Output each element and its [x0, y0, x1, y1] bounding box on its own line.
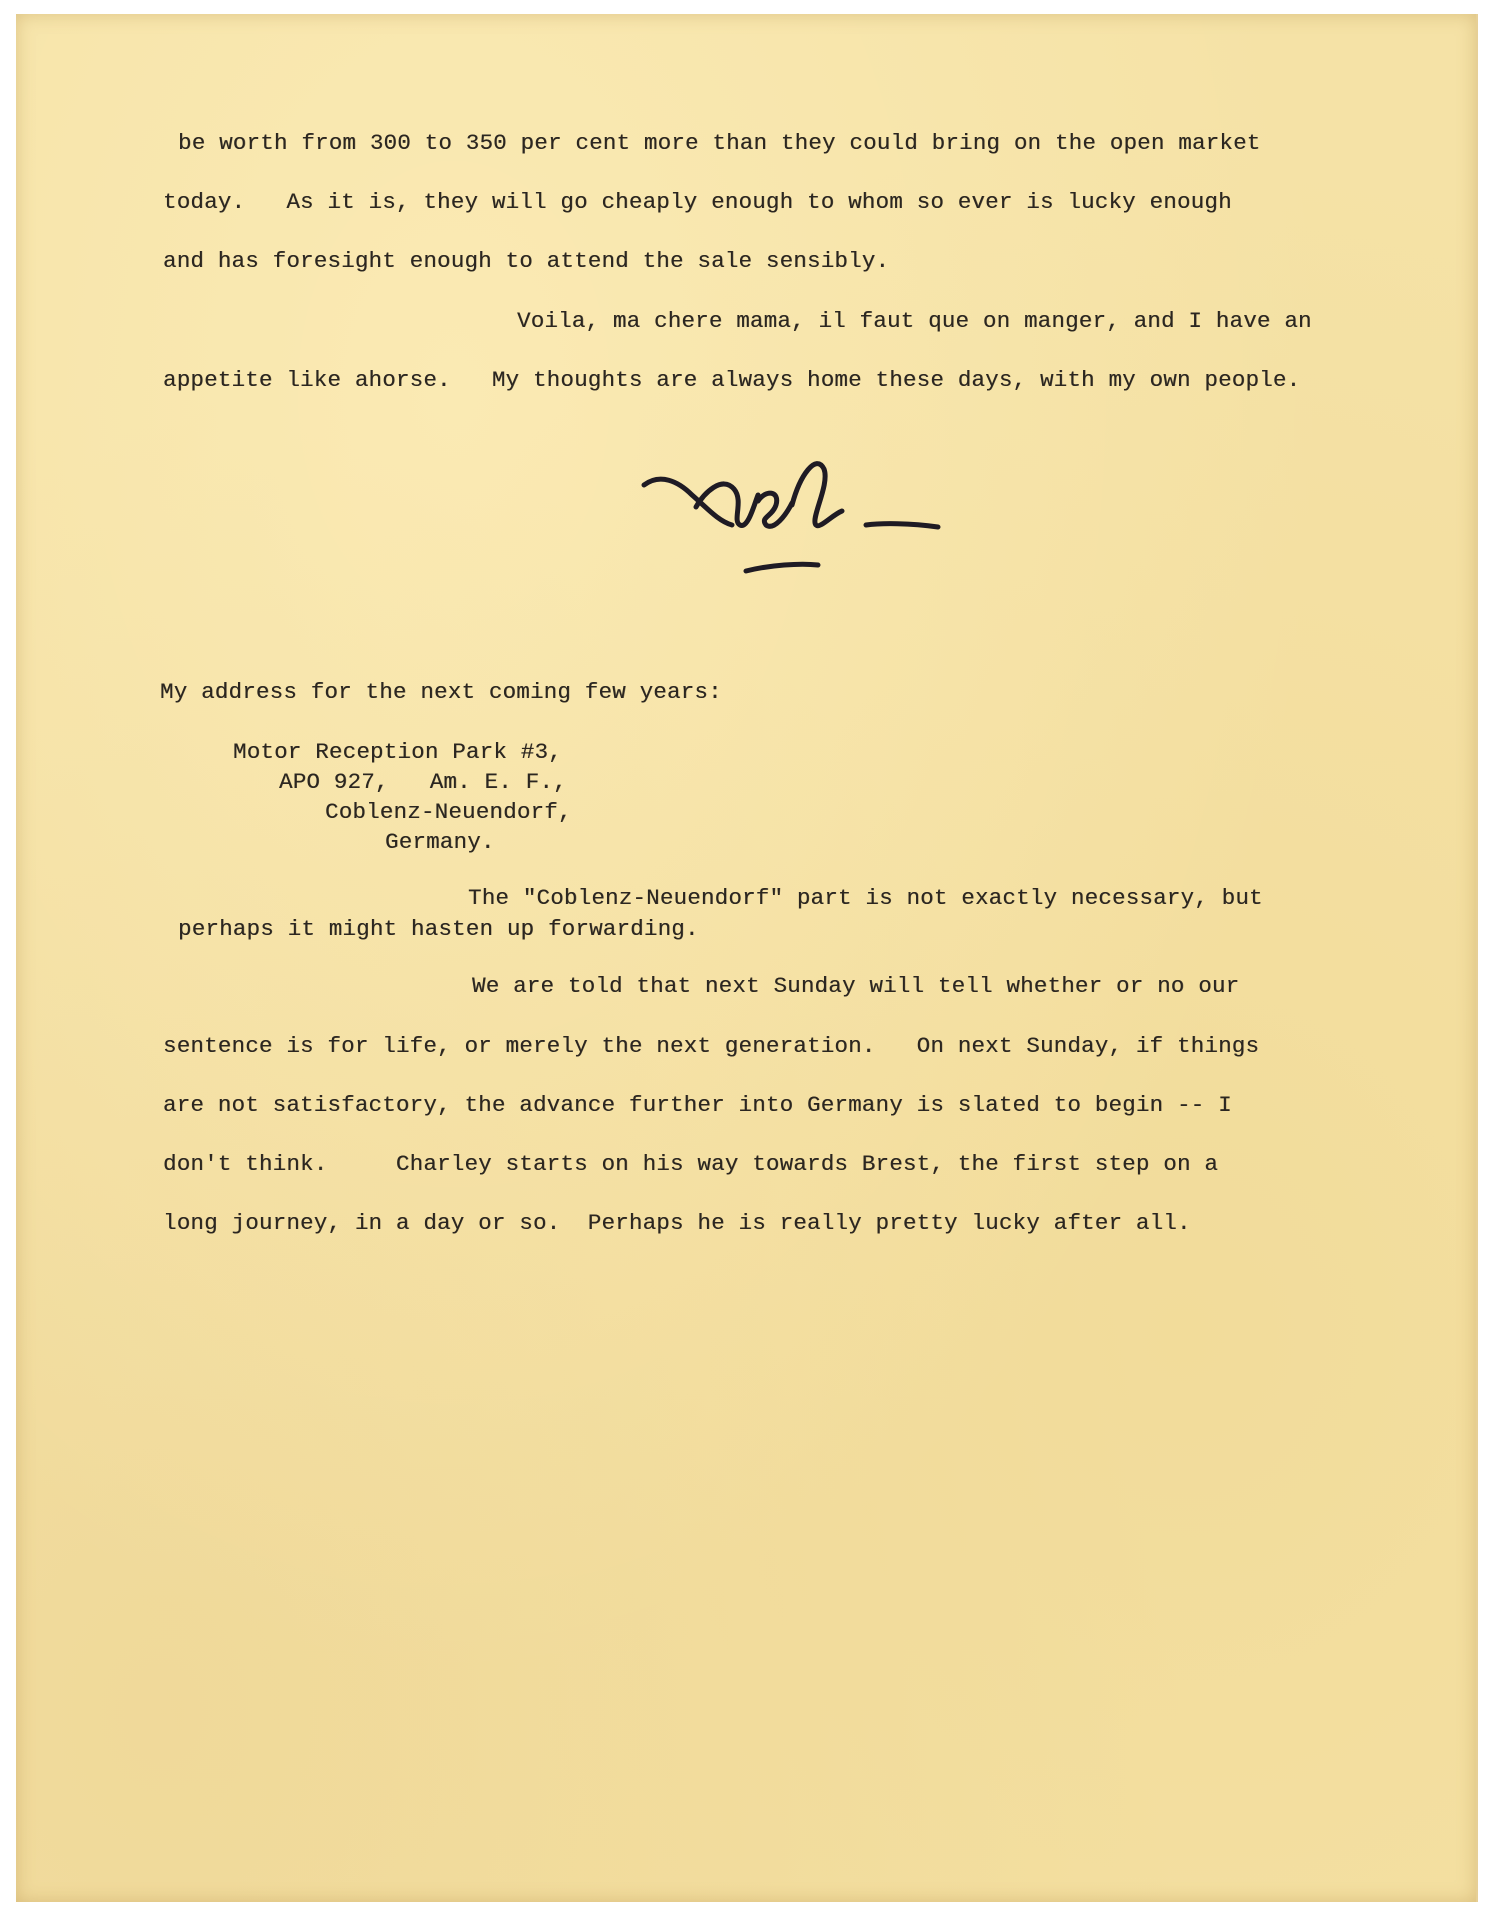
address-line-3: Coblenz-Neuendorf,: [325, 799, 572, 825]
p3-line-1: The "Coblenz-Neuendorf" part is not exactly necessary, but: [468, 885, 1263, 911]
handwritten-signature: [620, 455, 950, 585]
p1-line-3: and has foresight enough to attend the sale sensibly.: [163, 248, 890, 274]
address-line-4: Germany.: [385, 829, 495, 855]
p1-line-2: today. As it is, they will go cheaply enough to whom so ever is lucky enough: [163, 189, 1232, 215]
p4-line-5: long journey, in a day or so. Perhaps he is really pretty lucky after all.: [163, 1210, 1191, 1236]
letter-page: [16, 14, 1478, 1902]
address-line-1: Motor Reception Park #3,: [233, 739, 562, 765]
p4-line-1: We are told that next Sunday will tell whether or no our: [472, 973, 1240, 999]
p4-line-3: are not satisfactory, the advance further into Germany is slated to begin -- I: [163, 1092, 1232, 1118]
p2-line-1: Voila, ma chere mama, il faut que on manger, and I have an: [517, 308, 1312, 334]
p3-line-2: perhaps it might hasten up forwarding.: [178, 916, 699, 942]
address-intro: My address for the next coming few years:: [160, 679, 722, 705]
p4-line-2: sentence is for life, or merely the next generation. On next Sunday, if things: [163, 1033, 1260, 1059]
address-line-2: APO 927, Am. E. F.,: [279, 769, 567, 795]
p4-line-4: don't think. Charley starts on his way towards Brest, the first step on a: [163, 1151, 1219, 1177]
p1-line-1: be worth from 300 to 350 per cent more than they could bring on the open market: [178, 130, 1261, 156]
p2-line-2: appetite like ahorse. My thoughts are always home these days, with my own people.: [163, 367, 1301, 393]
